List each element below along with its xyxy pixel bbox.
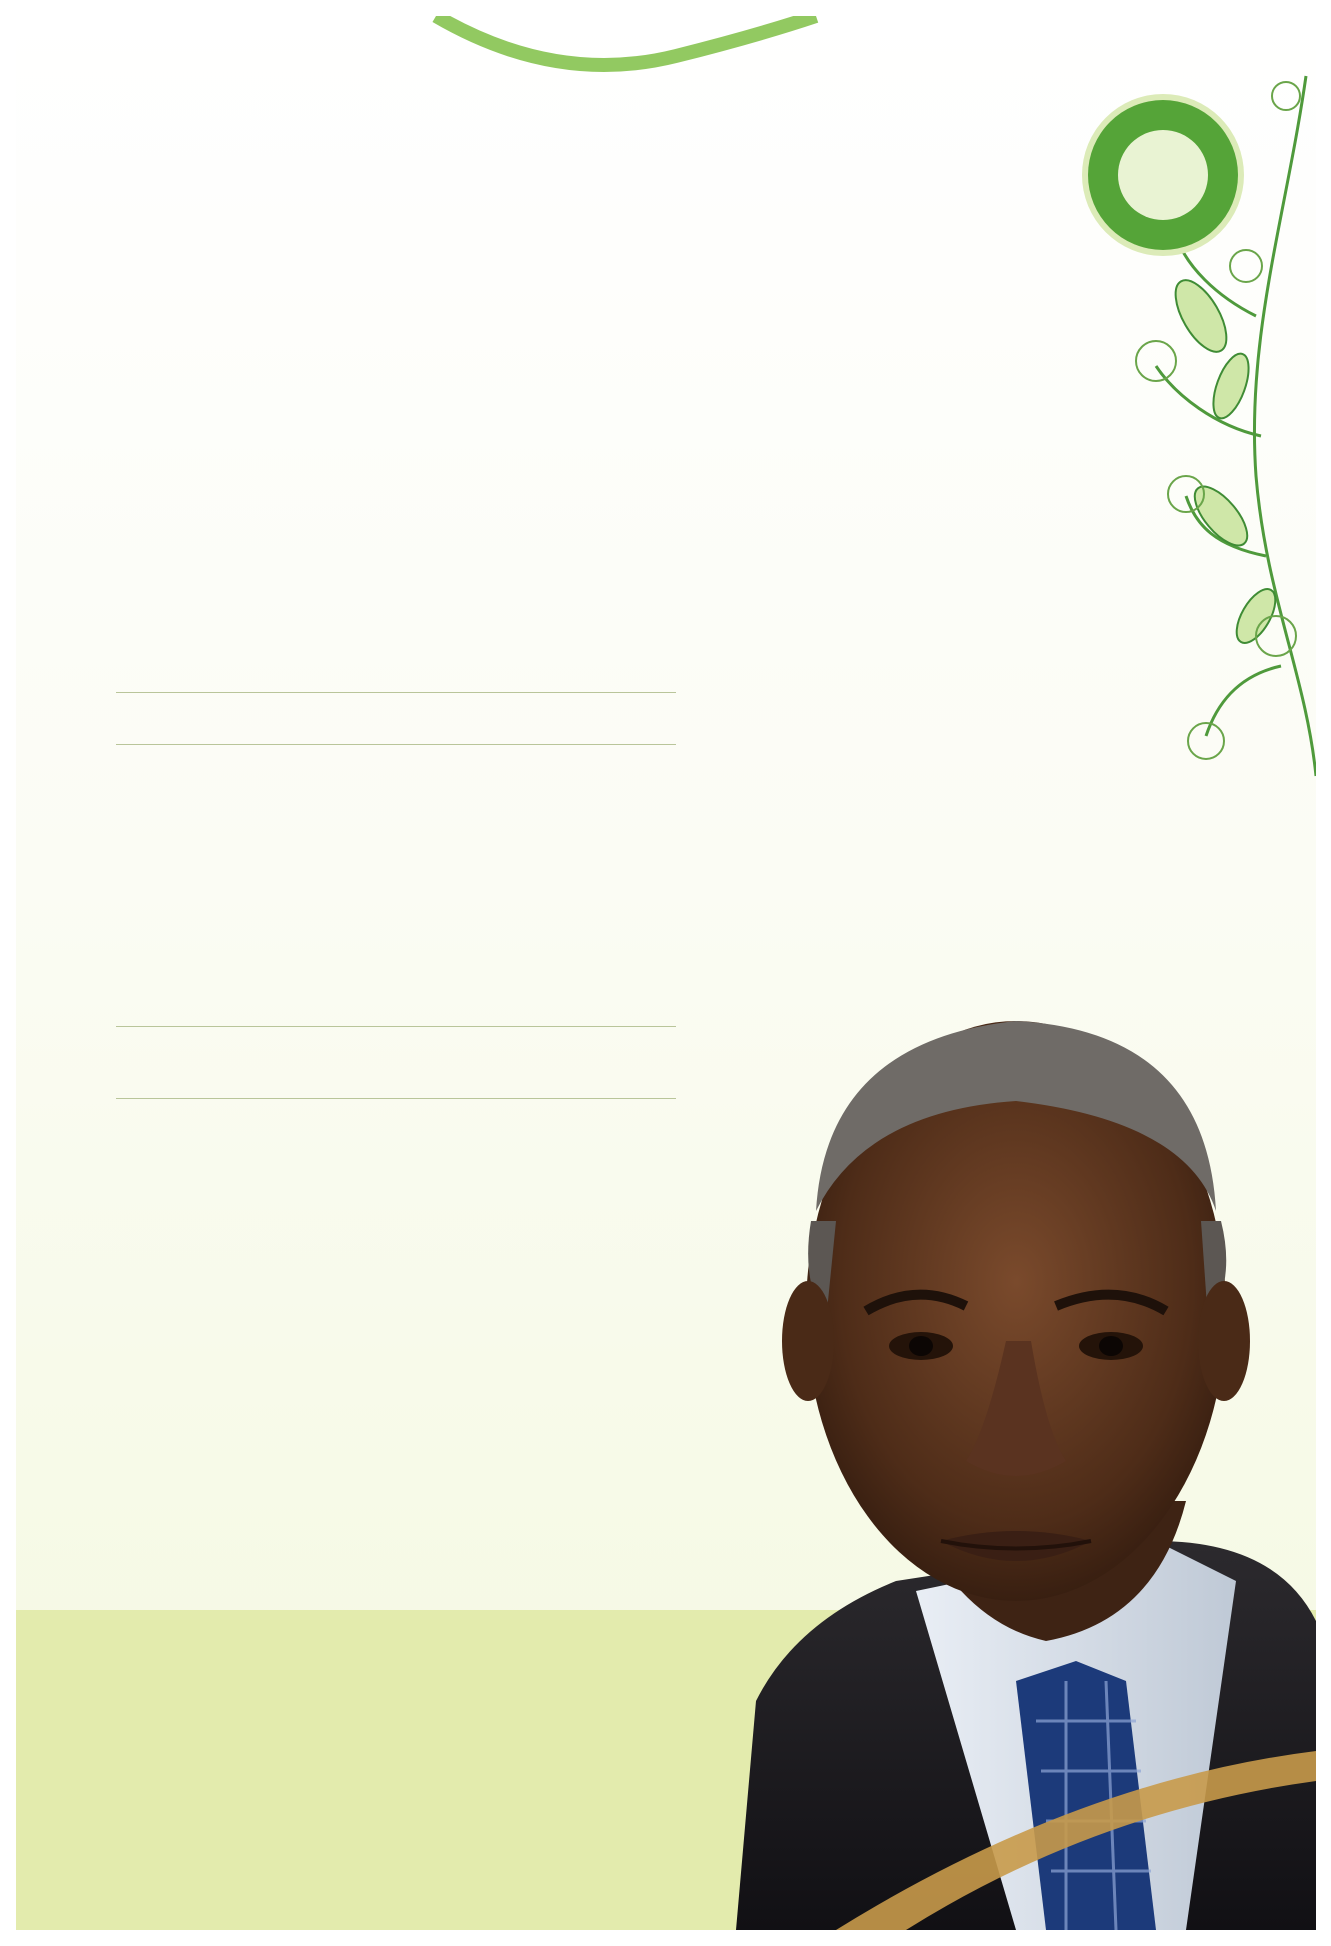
badge-inner-circle <box>1118 130 1208 220</box>
divider-arrangements-top <box>116 1026 676 1027</box>
divider-dates <box>116 744 676 745</box>
cipm-badge-logo <box>1088 100 1238 250</box>
divider-top <box>116 692 676 693</box>
divider-arrangements-bottom <box>116 1098 676 1099</box>
portrait-photo <box>716 981 1316 1930</box>
memorial-poster <box>16 16 1316 1930</box>
